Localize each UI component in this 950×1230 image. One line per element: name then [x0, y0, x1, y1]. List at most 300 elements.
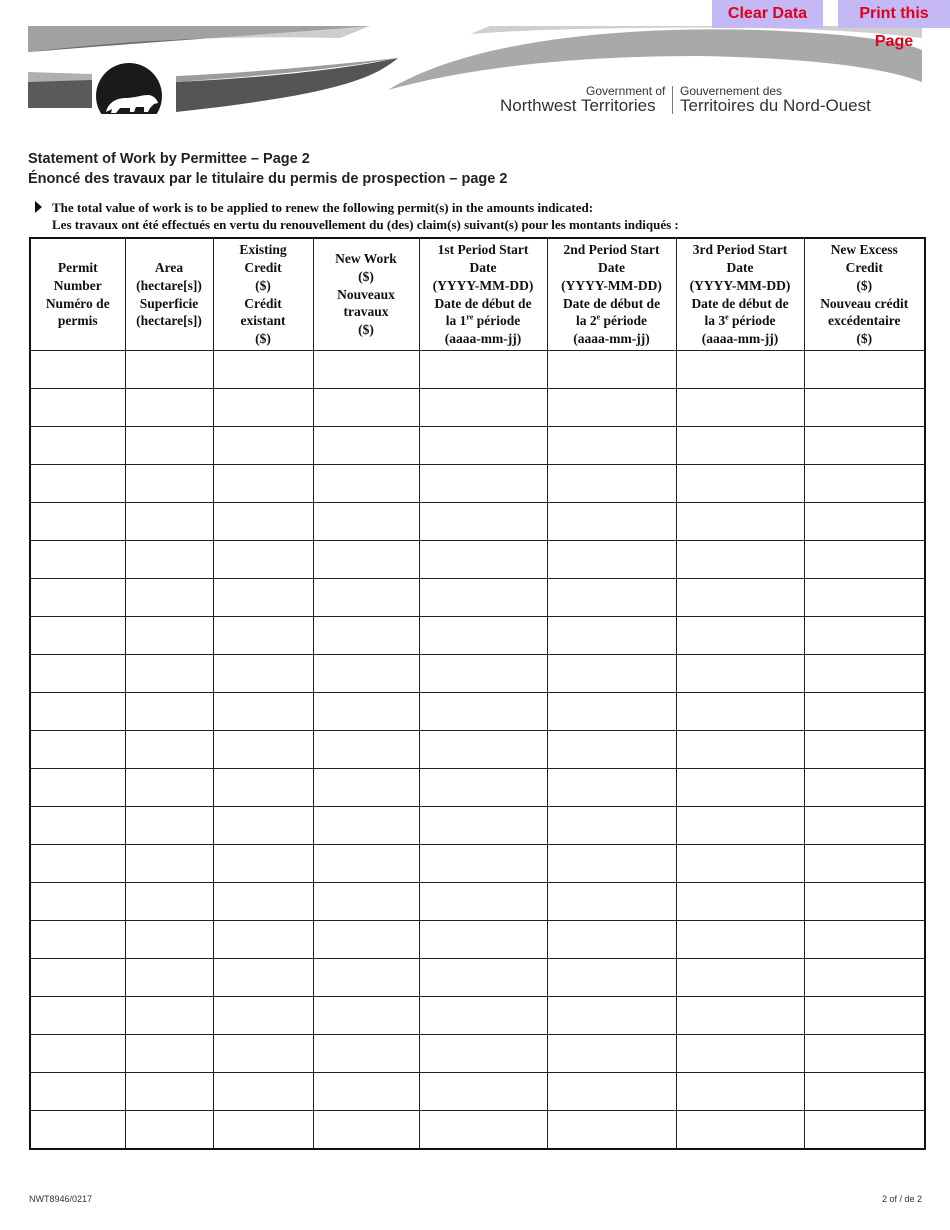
- table-cell-input[interactable]: [677, 389, 804, 426]
- table-cell-input[interactable]: [805, 1035, 925, 1072]
- table-cell[interactable]: [213, 579, 313, 617]
- table-cell-input[interactable]: [420, 883, 547, 920]
- table-cell-input[interactable]: [314, 465, 419, 502]
- table-cell-input[interactable]: [214, 731, 313, 768]
- table-cell-input[interactable]: [548, 807, 676, 844]
- table-cell[interactable]: [313, 1111, 419, 1150]
- table-cell[interactable]: [676, 541, 804, 579]
- table-cell-input[interactable]: [420, 465, 547, 502]
- table-cell[interactable]: [804, 1073, 925, 1111]
- table-cell[interactable]: [547, 351, 676, 389]
- table-cell[interactable]: [30, 921, 125, 959]
- table-cell[interactable]: [419, 1111, 547, 1150]
- table-cell[interactable]: [804, 465, 925, 503]
- table-cell[interactable]: [676, 427, 804, 465]
- table-cell[interactable]: [419, 503, 547, 541]
- table-cell-input[interactable]: [548, 883, 676, 920]
- table-cell-input[interactable]: [126, 997, 213, 1034]
- table-cell-input[interactable]: [805, 427, 925, 464]
- table-cell[interactable]: [676, 731, 804, 769]
- table-cell[interactable]: [676, 959, 804, 997]
- table-cell-input[interactable]: [314, 769, 419, 806]
- table-cell-input[interactable]: [214, 465, 313, 502]
- table-cell[interactable]: [125, 1035, 213, 1073]
- table-cell-input[interactable]: [314, 351, 419, 388]
- table-cell-input[interactable]: [548, 655, 676, 692]
- table-cell[interactable]: [30, 807, 125, 845]
- table-cell[interactable]: [313, 389, 419, 427]
- table-cell[interactable]: [547, 655, 676, 693]
- table-cell[interactable]: [125, 845, 213, 883]
- table-cell-input[interactable]: [805, 541, 925, 578]
- table-cell[interactable]: [676, 465, 804, 503]
- table-cell-input[interactable]: [214, 389, 313, 426]
- table-cell-input[interactable]: [314, 807, 419, 844]
- table-cell-input[interactable]: [677, 617, 804, 654]
- table-cell[interactable]: [676, 769, 804, 807]
- table-cell[interactable]: [676, 1111, 804, 1150]
- table-cell-input[interactable]: [31, 731, 125, 768]
- table-cell[interactable]: [213, 883, 313, 921]
- table-cell-input[interactable]: [31, 655, 125, 692]
- table-cell[interactable]: [419, 579, 547, 617]
- table-cell-input[interactable]: [420, 503, 547, 540]
- table-cell[interactable]: [213, 503, 313, 541]
- table-cell-input[interactable]: [314, 617, 419, 654]
- table-cell[interactable]: [313, 655, 419, 693]
- table-cell-input[interactable]: [677, 731, 804, 768]
- table-cell-input[interactable]: [314, 921, 419, 958]
- table-cell[interactable]: [30, 465, 125, 503]
- table-cell-input[interactable]: [805, 807, 925, 844]
- table-cell-input[interactable]: [548, 351, 676, 388]
- table-cell[interactable]: [30, 997, 125, 1035]
- table-cell[interactable]: [125, 579, 213, 617]
- table-cell-input[interactable]: [548, 959, 676, 996]
- table-cell-input[interactable]: [214, 503, 313, 540]
- table-cell-input[interactable]: [314, 389, 419, 426]
- table-cell-input[interactable]: [314, 503, 419, 540]
- table-cell-input[interactable]: [548, 503, 676, 540]
- clear-data-button[interactable]: Clear Data: [712, 0, 823, 28]
- table-cell[interactable]: [547, 693, 676, 731]
- table-cell[interactable]: [419, 807, 547, 845]
- table-cell-input[interactable]: [214, 921, 313, 958]
- table-cell[interactable]: [547, 465, 676, 503]
- table-cell[interactable]: [125, 617, 213, 655]
- table-cell[interactable]: [804, 769, 925, 807]
- table-cell-input[interactable]: [420, 1073, 547, 1110]
- table-cell[interactable]: [125, 503, 213, 541]
- table-cell[interactable]: [213, 731, 313, 769]
- table-cell-input[interactable]: [420, 579, 547, 616]
- table-cell[interactable]: [30, 541, 125, 579]
- table-cell-input[interactable]: [314, 693, 419, 730]
- table-cell[interactable]: [313, 883, 419, 921]
- table-cell[interactable]: [419, 845, 547, 883]
- table-cell[interactable]: [547, 389, 676, 427]
- table-cell-input[interactable]: [805, 1111, 925, 1148]
- table-cell-input[interactable]: [126, 617, 213, 654]
- table-cell-input[interactable]: [420, 807, 547, 844]
- table-cell[interactable]: [547, 1111, 676, 1150]
- table-cell[interactable]: [676, 921, 804, 959]
- table-cell[interactable]: [804, 655, 925, 693]
- table-cell[interactable]: [213, 807, 313, 845]
- table-cell-input[interactable]: [677, 503, 804, 540]
- table-cell-input[interactable]: [805, 959, 925, 996]
- table-cell-input[interactable]: [420, 769, 547, 806]
- table-cell-input[interactable]: [677, 351, 804, 388]
- table-cell[interactable]: [804, 351, 925, 389]
- table-cell-input[interactable]: [126, 465, 213, 502]
- table-cell[interactable]: [804, 845, 925, 883]
- table-cell-input[interactable]: [805, 769, 925, 806]
- table-cell[interactable]: [313, 351, 419, 389]
- table-cell[interactable]: [676, 997, 804, 1035]
- table-cell-input[interactable]: [805, 1073, 925, 1110]
- table-cell-input[interactable]: [805, 465, 925, 502]
- table-cell[interactable]: [547, 845, 676, 883]
- table-cell[interactable]: [30, 1111, 125, 1150]
- table-cell[interactable]: [30, 351, 125, 389]
- table-cell[interactable]: [419, 389, 547, 427]
- table-cell-input[interactable]: [805, 617, 925, 654]
- table-cell[interactable]: [213, 959, 313, 997]
- table-cell[interactable]: [313, 1073, 419, 1111]
- table-cell-input[interactable]: [805, 845, 925, 882]
- table-cell[interactable]: [419, 731, 547, 769]
- table-cell-input[interactable]: [805, 389, 925, 426]
- table-cell-input[interactable]: [31, 579, 125, 616]
- print-page-button[interactable]: Print this Page: [838, 0, 950, 28]
- table-cell[interactable]: [313, 845, 419, 883]
- table-cell[interactable]: [547, 883, 676, 921]
- table-cell-input[interactable]: [214, 769, 313, 806]
- table-cell[interactable]: [313, 921, 419, 959]
- table-cell[interactable]: [30, 883, 125, 921]
- table-cell-input[interactable]: [677, 1073, 804, 1110]
- table-cell-input[interactable]: [677, 921, 804, 958]
- table-cell[interactable]: [804, 997, 925, 1035]
- table-cell[interactable]: [547, 921, 676, 959]
- table-cell[interactable]: [676, 617, 804, 655]
- table-cell[interactable]: [419, 541, 547, 579]
- table-cell[interactable]: [125, 807, 213, 845]
- table-cell-input[interactable]: [314, 959, 419, 996]
- table-cell-input[interactable]: [805, 503, 925, 540]
- table-cell[interactable]: [125, 427, 213, 465]
- table-cell-input[interactable]: [214, 1073, 313, 1110]
- table-cell-input[interactable]: [31, 1111, 125, 1148]
- table-cell-input[interactable]: [548, 693, 676, 730]
- table-cell-input[interactable]: [31, 997, 125, 1034]
- table-cell-input[interactable]: [805, 731, 925, 768]
- table-cell[interactable]: [30, 1035, 125, 1073]
- table-cell-input[interactable]: [31, 541, 125, 578]
- table-cell[interactable]: [313, 617, 419, 655]
- table-cell[interactable]: [313, 1035, 419, 1073]
- table-cell-input[interactable]: [314, 883, 419, 920]
- table-cell-input[interactable]: [805, 883, 925, 920]
- table-cell-input[interactable]: [805, 655, 925, 692]
- table-cell-input[interactable]: [548, 617, 676, 654]
- table-cell[interactable]: [547, 617, 676, 655]
- table-cell-input[interactable]: [420, 427, 547, 464]
- table-cell-input[interactable]: [214, 579, 313, 616]
- table-cell[interactable]: [30, 731, 125, 769]
- table-cell[interactable]: [676, 389, 804, 427]
- table-cell[interactable]: [125, 693, 213, 731]
- table-cell[interactable]: [419, 883, 547, 921]
- table-cell-input[interactable]: [214, 617, 313, 654]
- table-cell-input[interactable]: [31, 959, 125, 996]
- table-cell-input[interactable]: [420, 845, 547, 882]
- table-cell[interactable]: [213, 617, 313, 655]
- table-cell-input[interactable]: [126, 769, 213, 806]
- table-cell-input[interactable]: [126, 845, 213, 882]
- table-cell[interactable]: [676, 579, 804, 617]
- table-cell[interactable]: [547, 959, 676, 997]
- table-cell-input[interactable]: [420, 921, 547, 958]
- table-cell-input[interactable]: [126, 731, 213, 768]
- table-cell-input[interactable]: [126, 541, 213, 578]
- table-cell-input[interactable]: [548, 1035, 676, 1072]
- table-cell[interactable]: [213, 1111, 313, 1150]
- table-cell[interactable]: [676, 845, 804, 883]
- table-cell-input[interactable]: [805, 921, 925, 958]
- table-cell-input[interactable]: [126, 959, 213, 996]
- table-cell-input[interactable]: [548, 1073, 676, 1110]
- table-cell[interactable]: [30, 845, 125, 883]
- table-cell-input[interactable]: [314, 579, 419, 616]
- table-cell-input[interactable]: [805, 997, 925, 1034]
- table-cell-input[interactable]: [677, 1035, 804, 1072]
- table-cell-input[interactable]: [126, 503, 213, 540]
- table-cell-input[interactable]: [314, 731, 419, 768]
- table-cell-input[interactable]: [420, 351, 547, 388]
- table-cell-input[interactable]: [677, 845, 804, 882]
- table-cell[interactable]: [547, 731, 676, 769]
- table-cell[interactable]: [676, 503, 804, 541]
- table-cell-input[interactable]: [126, 427, 213, 464]
- table-cell[interactable]: [804, 541, 925, 579]
- table-cell-input[interactable]: [548, 921, 676, 958]
- table-cell[interactable]: [547, 997, 676, 1035]
- table-cell-input[interactable]: [805, 351, 925, 388]
- table-cell-input[interactable]: [31, 1073, 125, 1110]
- table-cell[interactable]: [804, 693, 925, 731]
- table-cell[interactable]: [125, 1111, 213, 1150]
- table-cell-input[interactable]: [214, 427, 313, 464]
- table-cell-input[interactable]: [31, 921, 125, 958]
- table-cell-input[interactable]: [31, 1035, 125, 1072]
- table-cell-input[interactable]: [214, 655, 313, 692]
- table-cell[interactable]: [213, 921, 313, 959]
- table-cell[interactable]: [804, 807, 925, 845]
- table-cell[interactable]: [30, 693, 125, 731]
- table-cell[interactable]: [313, 503, 419, 541]
- table-cell[interactable]: [419, 921, 547, 959]
- table-cell-input[interactable]: [126, 1073, 213, 1110]
- table-cell-input[interactable]: [548, 579, 676, 616]
- table-cell[interactable]: [676, 351, 804, 389]
- table-cell-input[interactable]: [126, 921, 213, 958]
- table-cell[interactable]: [676, 1035, 804, 1073]
- table-cell[interactable]: [547, 1073, 676, 1111]
- table-cell[interactable]: [30, 579, 125, 617]
- table-cell[interactable]: [30, 389, 125, 427]
- table-cell[interactable]: [419, 655, 547, 693]
- table-cell-input[interactable]: [677, 579, 804, 616]
- table-cell[interactable]: [125, 769, 213, 807]
- table-cell-input[interactable]: [677, 883, 804, 920]
- table-cell-input[interactable]: [420, 731, 547, 768]
- table-cell[interactable]: [30, 655, 125, 693]
- table-cell-input[interactable]: [314, 1111, 419, 1148]
- table-cell[interactable]: [213, 769, 313, 807]
- table-cell[interactable]: [804, 883, 925, 921]
- table-cell-input[interactable]: [31, 693, 125, 730]
- table-cell-input[interactable]: [314, 427, 419, 464]
- table-cell[interactable]: [30, 427, 125, 465]
- table-cell[interactable]: [676, 807, 804, 845]
- table-cell[interactable]: [419, 1035, 547, 1073]
- table-cell[interactable]: [30, 769, 125, 807]
- table-cell[interactable]: [547, 807, 676, 845]
- table-cell[interactable]: [804, 579, 925, 617]
- table-cell[interactable]: [30, 617, 125, 655]
- table-cell[interactable]: [125, 655, 213, 693]
- table-cell-input[interactable]: [548, 427, 676, 464]
- table-cell[interactable]: [313, 465, 419, 503]
- table-cell-input[interactable]: [31, 883, 125, 920]
- table-cell-input[interactable]: [420, 959, 547, 996]
- table-cell[interactable]: [213, 693, 313, 731]
- table-cell[interactable]: [313, 731, 419, 769]
- table-cell[interactable]: [804, 617, 925, 655]
- table-cell[interactable]: [313, 579, 419, 617]
- table-cell[interactable]: [313, 997, 419, 1035]
- table-cell-input[interactable]: [214, 693, 313, 730]
- table-cell[interactable]: [804, 503, 925, 541]
- table-cell[interactable]: [676, 1073, 804, 1111]
- table-cell[interactable]: [804, 1035, 925, 1073]
- table-cell[interactable]: [213, 845, 313, 883]
- table-cell-input[interactable]: [548, 389, 676, 426]
- table-cell[interactable]: [125, 921, 213, 959]
- table-cell-input[interactable]: [314, 997, 419, 1034]
- table-cell[interactable]: [419, 427, 547, 465]
- table-cell-input[interactable]: [677, 997, 804, 1034]
- table-cell-input[interactable]: [677, 465, 804, 502]
- table-cell-input[interactable]: [420, 1035, 547, 1072]
- table-cell-input[interactable]: [420, 389, 547, 426]
- table-cell[interactable]: [676, 693, 804, 731]
- table-cell-input[interactable]: [126, 693, 213, 730]
- table-cell-input[interactable]: [31, 351, 125, 388]
- table-cell[interactable]: [125, 351, 213, 389]
- table-cell[interactable]: [313, 541, 419, 579]
- table-cell-input[interactable]: [31, 807, 125, 844]
- table-cell[interactable]: [213, 389, 313, 427]
- table-cell[interactable]: [125, 731, 213, 769]
- table-cell[interactable]: [213, 1073, 313, 1111]
- table-cell-input[interactable]: [677, 807, 804, 844]
- table-cell[interactable]: [419, 769, 547, 807]
- table-cell[interactable]: [125, 541, 213, 579]
- table-cell[interactable]: [419, 465, 547, 503]
- table-cell-input[interactable]: [805, 579, 925, 616]
- table-cell[interactable]: [804, 959, 925, 997]
- table-cell[interactable]: [419, 351, 547, 389]
- table-cell-input[interactable]: [677, 427, 804, 464]
- table-cell[interactable]: [419, 1073, 547, 1111]
- table-cell-input[interactable]: [548, 769, 676, 806]
- table-cell[interactable]: [213, 1035, 313, 1073]
- table-cell-input[interactable]: [31, 465, 125, 502]
- table-cell-input[interactable]: [314, 1073, 419, 1110]
- table-cell-input[interactable]: [126, 579, 213, 616]
- table-cell-input[interactable]: [214, 807, 313, 844]
- table-cell-input[interactable]: [677, 541, 804, 578]
- table-cell[interactable]: [547, 769, 676, 807]
- table-cell[interactable]: [125, 883, 213, 921]
- table-cell[interactable]: [125, 389, 213, 427]
- table-cell[interactable]: [547, 1035, 676, 1073]
- table-cell-input[interactable]: [126, 1111, 213, 1148]
- table-cell-input[interactable]: [548, 731, 676, 768]
- table-cell[interactable]: [213, 541, 313, 579]
- table-cell-input[interactable]: [31, 427, 125, 464]
- table-cell[interactable]: [313, 427, 419, 465]
- table-cell[interactable]: [804, 389, 925, 427]
- table-cell-input[interactable]: [214, 959, 313, 996]
- table-cell-input[interactable]: [548, 465, 676, 502]
- table-cell[interactable]: [213, 465, 313, 503]
- table-cell-input[interactable]: [126, 351, 213, 388]
- table-cell[interactable]: [30, 959, 125, 997]
- table-cell-input[interactable]: [31, 769, 125, 806]
- table-cell-input[interactable]: [31, 845, 125, 882]
- table-cell-input[interactable]: [677, 1111, 804, 1148]
- table-cell-input[interactable]: [420, 617, 547, 654]
- table-cell[interactable]: [30, 1073, 125, 1111]
- table-cell-input[interactable]: [420, 997, 547, 1034]
- table-cell[interactable]: [419, 617, 547, 655]
- table-cell-input[interactable]: [214, 845, 313, 882]
- table-cell[interactable]: [313, 769, 419, 807]
- table-cell-input[interactable]: [314, 541, 419, 578]
- table-cell-input[interactable]: [31, 503, 125, 540]
- table-cell[interactable]: [213, 997, 313, 1035]
- table-cell-input[interactable]: [677, 693, 804, 730]
- table-cell[interactable]: [213, 427, 313, 465]
- table-cell[interactable]: [676, 655, 804, 693]
- table-cell[interactable]: [804, 921, 925, 959]
- table-cell[interactable]: [419, 693, 547, 731]
- table-cell-input[interactable]: [548, 997, 676, 1034]
- table-cell-input[interactable]: [420, 655, 547, 692]
- table-cell[interactable]: [547, 579, 676, 617]
- table-cell[interactable]: [804, 1111, 925, 1150]
- table-cell-input[interactable]: [314, 845, 419, 882]
- table-cell[interactable]: [804, 731, 925, 769]
- table-cell[interactable]: [125, 959, 213, 997]
- table-cell-input[interactable]: [126, 807, 213, 844]
- table-cell[interactable]: [547, 541, 676, 579]
- table-cell-input[interactable]: [677, 769, 804, 806]
